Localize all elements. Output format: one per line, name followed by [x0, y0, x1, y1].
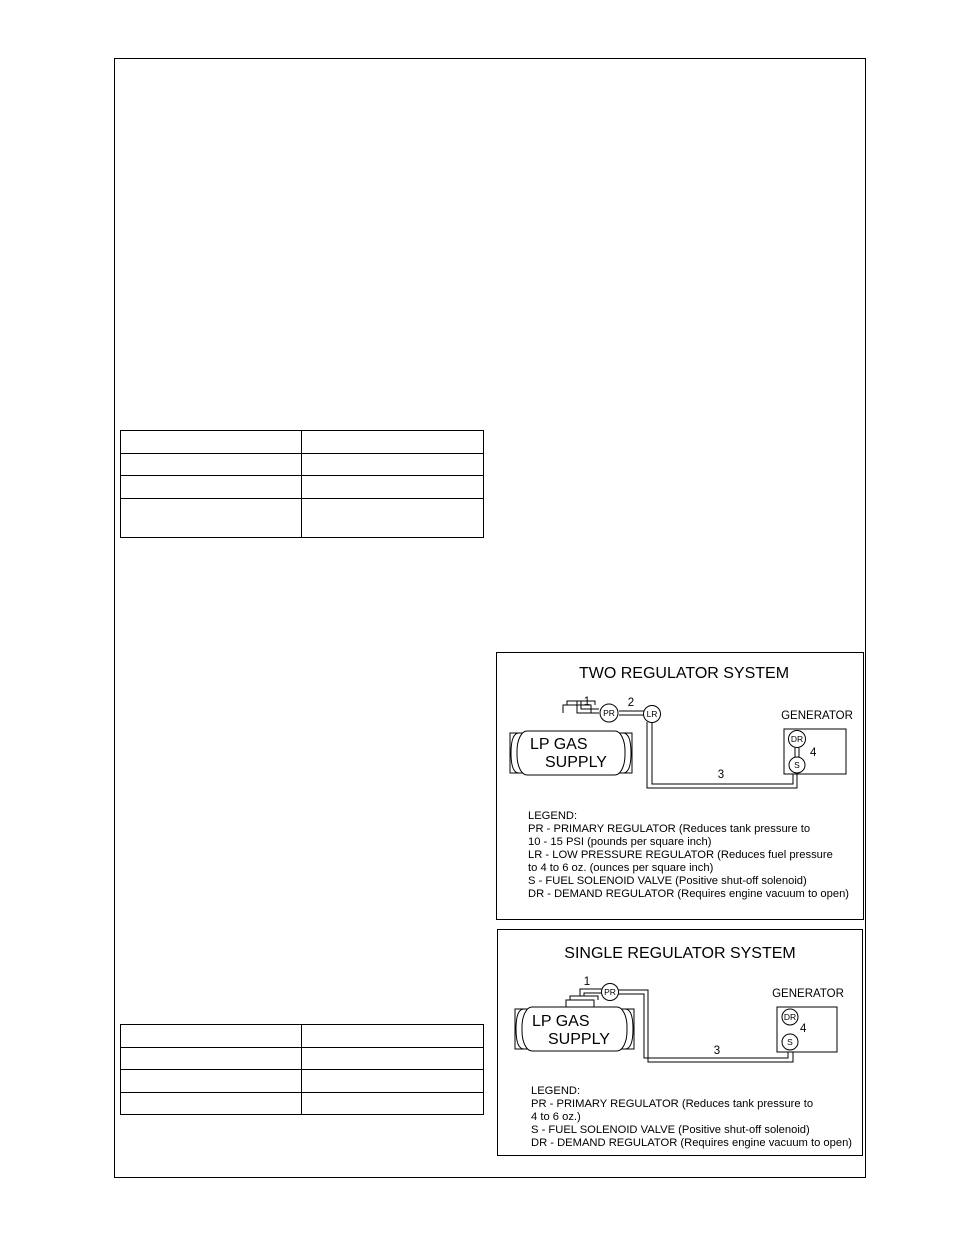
two-regulator-diagram: [496, 652, 864, 920]
line-number-1: 1: [583, 696, 591, 708]
spec-table-top: [120, 430, 484, 538]
line-3-inner: [618, 994, 788, 1058]
two-reg-legend: [528, 810, 849, 900]
line-number-4: 4: [810, 747, 817, 759]
dr-label: DR: [783, 1012, 797, 1022]
table-cell: [302, 1070, 484, 1093]
lp-gas-tank: [515, 996, 634, 1051]
single-regulator-diagram: [497, 929, 863, 1156]
pr-label: PR: [604, 987, 616, 997]
legend-line: LEGEND:: [528, 810, 578, 822]
table-cell: [121, 1048, 302, 1070]
line-number-1: 1: [583, 976, 591, 988]
single-reg-legend: [531, 1085, 852, 1149]
table-row: [121, 431, 484, 454]
legend-line: PR - PRIMARY REGULATOR (Reduces tank pressure to: [528, 823, 811, 835]
lr-label: LR: [646, 709, 658, 719]
legend-line: LR - LOW PRESSURE REGULATOR (Reduces fuel pressure: [528, 849, 833, 861]
tank-label-line1: LP GAS: [530, 736, 588, 753]
legend-line: PR - PRIMARY REGULATOR (Reduces tank pressure to: [531, 1098, 814, 1110]
tank-label-line1: LP GAS: [532, 1013, 590, 1030]
tank-label-line2: SUPPLY: [545, 754, 607, 771]
single-reg-title: SINGLE REGULATOR SYSTEM: [564, 945, 796, 962]
table-row: [121, 1048, 484, 1070]
s-label: S: [787, 1037, 793, 1047]
legend-line: S - FUEL SOLENOID VALVE (Positive shut-off solenoid): [531, 1124, 810, 1136]
table-cell: [302, 1025, 484, 1048]
table-cell: [121, 431, 302, 454]
legend-line: DR - DEMAND REGULATOR (Requires engine vacuum to open): [531, 1137, 853, 1149]
line-number-3: 3: [713, 1045, 721, 1057]
table-cell: [121, 454, 302, 476]
table-cell: [121, 1070, 302, 1093]
two-reg-title: TWO REGULATOR SYSTEM: [578, 665, 790, 682]
s-label: S: [794, 760, 800, 770]
table-row: [121, 1093, 484, 1115]
legend-line: LEGEND:: [531, 1085, 581, 1097]
table-cell: [302, 431, 484, 454]
tank-label-line2: SUPPLY: [548, 1031, 610, 1048]
generator-label: GENERATOR: [772, 988, 844, 1000]
table-cell: [302, 476, 484, 499]
table-cell: [121, 1025, 302, 1048]
table-row: [121, 454, 484, 476]
table-cell: [302, 1093, 484, 1115]
dr-label: DR: [790, 734, 804, 744]
table-row: [121, 499, 484, 538]
line-number-2: 2: [627, 697, 635, 709]
table-row: [121, 476, 484, 499]
legend-line: S - FUEL SOLENOID VALVE (Positive shut-off solenoid): [528, 875, 807, 887]
two-regulator-svg: [497, 653, 863, 919]
table-cell: [121, 1093, 302, 1115]
table-cell: [121, 476, 302, 499]
table-cell: [302, 499, 484, 538]
legend-line: 4 to 6 oz.): [531, 1111, 581, 1123]
table-cell: [121, 499, 302, 538]
line-number-3: 3: [717, 769, 725, 781]
table-cell: [302, 454, 484, 476]
table-row: [121, 1025, 484, 1048]
spec-table-bottom: [120, 1024, 484, 1115]
table-row: [121, 1070, 484, 1093]
legend-line: 10 - 15 PSI (pounds per square inch): [528, 836, 712, 848]
line-number-4: 4: [800, 1023, 807, 1035]
pr-label: PR: [603, 708, 615, 718]
legend-line: to 4 to 6 oz. (ounces per square inch): [528, 862, 714, 874]
single-regulator-svg: [498, 930, 862, 1155]
generator-label: GENERATOR: [781, 710, 853, 722]
table-cell: [302, 1048, 484, 1070]
legend-line: DR - DEMAND REGULATOR (Requires engine vacuum to open): [528, 888, 850, 900]
